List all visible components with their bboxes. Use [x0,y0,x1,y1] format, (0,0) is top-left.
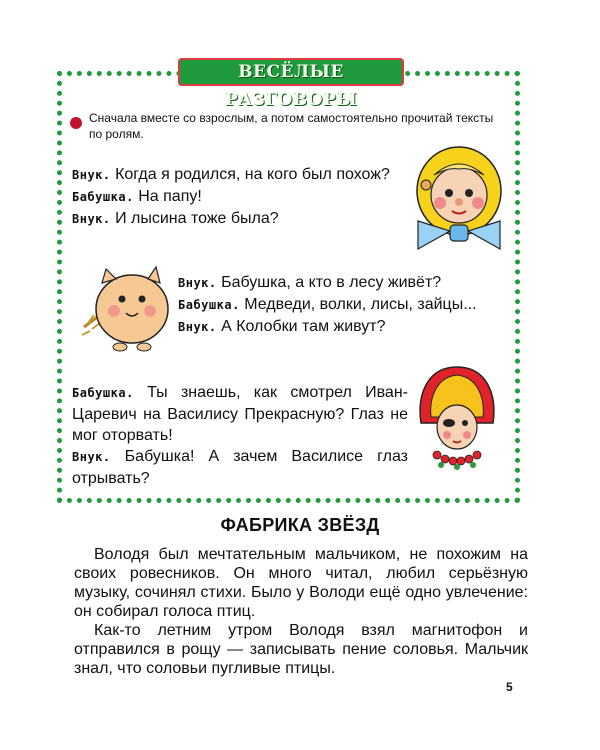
speaker: Внук. [178,320,217,334]
dialog-line [178,316,498,338]
speaker: Внук. [72,168,111,182]
speaker: Бабушка. [72,190,134,204]
story-title: ФАБРИКА ЗВЁЗД [220,515,380,535]
dialog-line [72,382,408,446]
dialog-line [72,208,412,230]
line-text: Ты знаешь, как смотрел Иван-Царевич на Василису Прекрасную? Глаз не мог оторвать! [72,384,408,444]
page-number: 5 [506,680,513,694]
speaker: Внук. [178,276,217,290]
dialog-line [178,272,498,294]
bullet-icon [70,117,82,129]
line-text: Бабушка! А зачем Василисе глаз отрывать? [72,448,408,487]
story-paragraph: Володя был мечтательным мальчиком, не похожим на своих ровесников. Он много читал, любил серьёзную музыку, сочинял стихи. Было у Володи ещё одно увлечение: он собирал голоса птиц. [74,546,528,620]
dialog-1 [72,164,412,230]
speaker: Внук. [72,450,111,464]
line-text: А Колобки там живут? [216,318,386,335]
story-paragraph: Как-то летним утром Володя взял магнитофон и отправился в рощу — записывать пение соловья. Мальчик знал, что соловьи пугливые птицы. [74,622,528,677]
kolobok-illustration [80,265,172,357]
line-text: Когда я родился, на кого был похож? [110,166,390,183]
intro-text: Сначала вместе со взрослым, а потом самостоятельно прочитай тексты по ролям. [89,111,494,141]
dialog-line [178,294,498,316]
speaker: Бабушка. [178,298,240,312]
line-text: И лысина тоже была? [110,210,279,227]
dialog-line [72,446,408,489]
line-text: На папу! [133,188,202,205]
dialog-line [72,164,412,186]
line-text: Медведи, волки, лисы, зайцы... [239,296,477,313]
dialog-2 [178,272,498,338]
dialog-3 [72,382,408,489]
line-text: Бабушка, а кто в лесу живёт? [216,274,442,291]
speaker: Бабушка. [72,386,134,400]
dialog-line [72,186,412,208]
speaker: Внук. [72,212,111,226]
girl-doll-illustration [410,145,508,257]
story-body [74,545,528,678]
vasilisa-illustration [415,365,499,471]
section-banner [178,58,404,110]
banner-title: ВЕСЁЛЫЕ РАЗГОВОРЫ [224,62,358,110]
